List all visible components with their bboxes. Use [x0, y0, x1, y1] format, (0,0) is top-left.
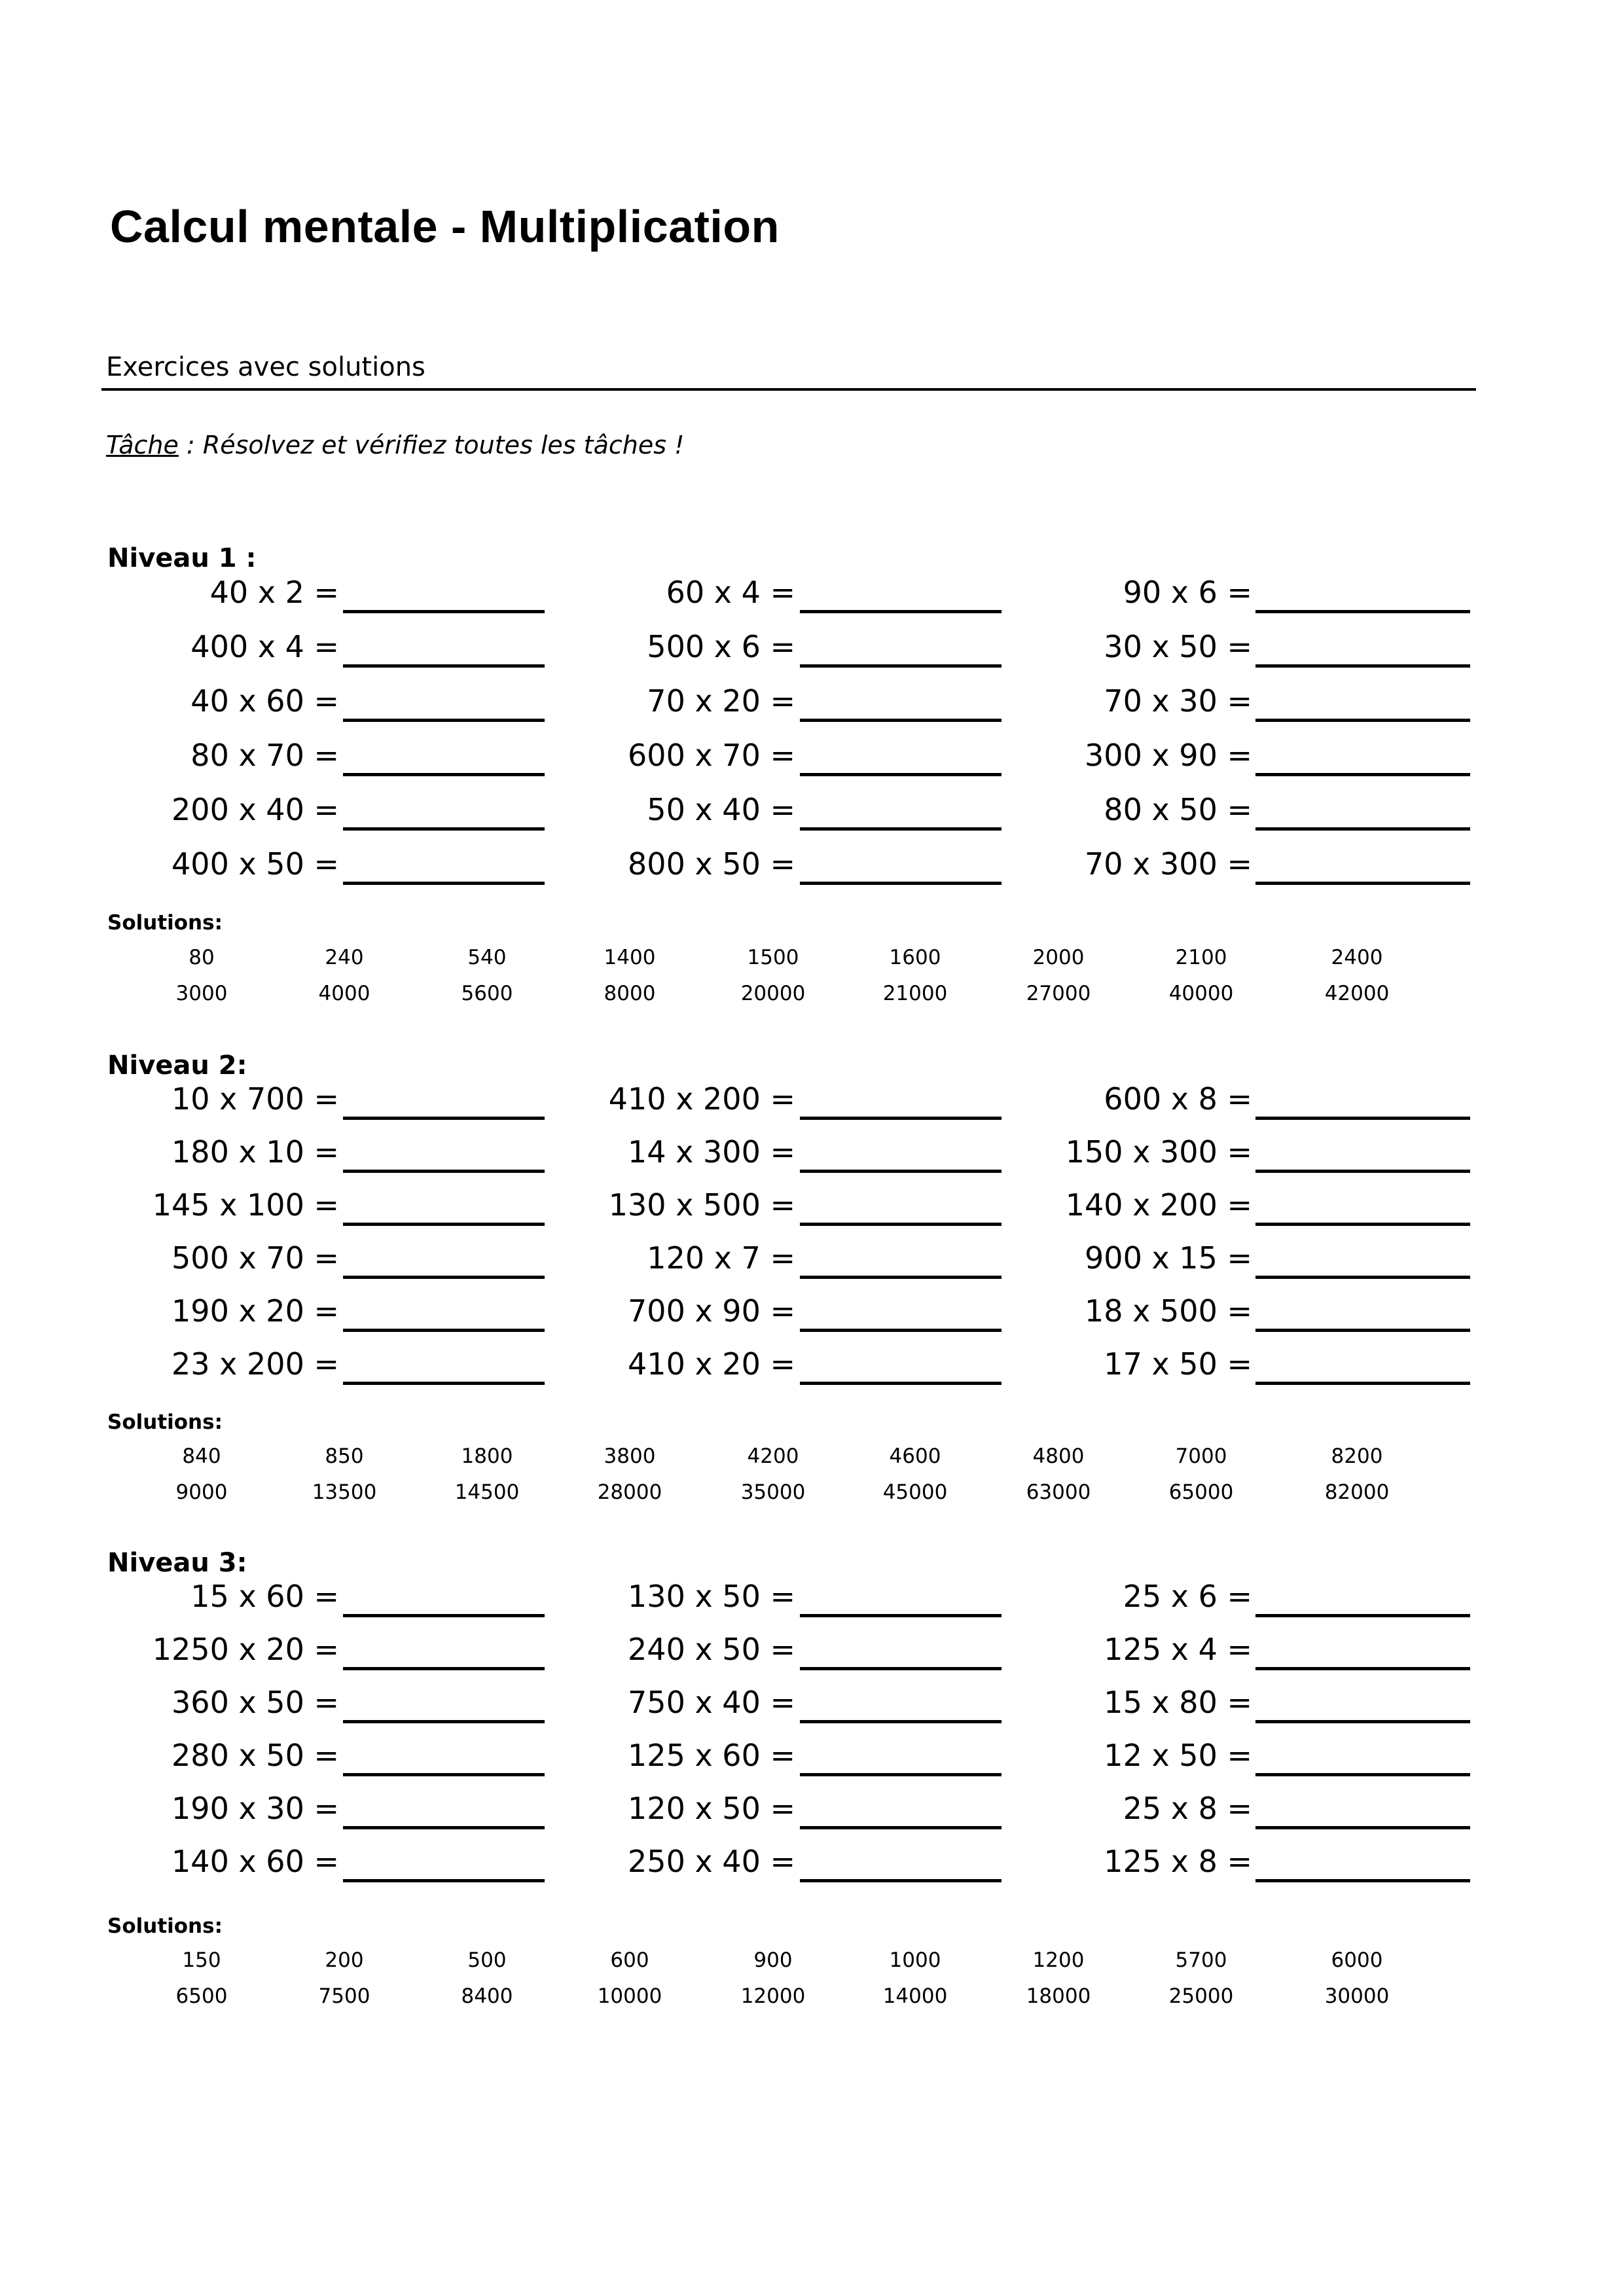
solution-value: 25000	[1168, 1984, 1234, 2008]
problem	[0, 629, 339, 668]
solution-value: 840	[182, 1444, 221, 1468]
answer-blank[interactable]	[1255, 1276, 1470, 1279]
solution-value: 14000	[882, 1984, 948, 2008]
problem	[912, 1293, 1252, 1333]
problem	[0, 1293, 339, 1333]
problem	[0, 1632, 339, 1671]
problem-expression: 125 x 60 =	[628, 1738, 795, 1773]
page-title: Calcul mentale - Multiplication	[110, 201, 780, 252]
task-text: : Résolvez et vérifiez toutes les tâches !	[178, 431, 685, 459]
problem-expression: 250 x 40 =	[628, 1844, 795, 1879]
problem	[455, 1844, 795, 1883]
answer-blank[interactable]	[1255, 1667, 1470, 1670]
solution-value: 1800	[461, 1444, 513, 1468]
problem-expression: 410 x 20 =	[628, 1346, 795, 1382]
problem	[912, 1685, 1252, 1724]
problem-expression: 17 x 50 =	[1104, 1346, 1252, 1382]
solution-value: 27000	[1026, 982, 1091, 1005]
problem-expression: 15 x 80 =	[1104, 1685, 1252, 1720]
problem	[455, 1293, 795, 1333]
problem-expression: 30 x 50 =	[1104, 629, 1252, 664]
problem	[912, 1187, 1252, 1227]
problem-expression: 125 x 4 =	[1104, 1632, 1252, 1667]
solution-value: 1500	[747, 946, 799, 969]
answer-blank[interactable]	[1255, 664, 1470, 668]
problem-expression: 25 x 8 =	[1123, 1791, 1252, 1826]
problem	[0, 792, 339, 831]
answer-blank[interactable]	[1255, 827, 1470, 831]
solution-value: 9000	[175, 1480, 228, 1504]
problem-expression: 600 x 8 =	[1104, 1081, 1252, 1117]
problem	[0, 1081, 339, 1121]
answer-blank[interactable]	[1255, 1614, 1470, 1617]
solution-value: 500	[467, 1948, 507, 1972]
solution-value: 1000	[889, 1948, 941, 1972]
task-label: Tâche	[106, 431, 179, 459]
solution-value: 5700	[1175, 1948, 1227, 1972]
solution-value: 30000	[1324, 1984, 1390, 2008]
problem	[455, 1081, 795, 1121]
problem	[912, 629, 1252, 668]
problem-expression: 140 x 200 =	[1065, 1187, 1252, 1223]
level-3-title: Niveau 3:	[107, 1548, 247, 1578]
answer-blank[interactable]	[1255, 1382, 1470, 1385]
problem	[0, 1844, 339, 1883]
solution-value: 1200	[1032, 1948, 1085, 1972]
problem	[912, 1134, 1252, 1174]
problem	[0, 846, 339, 886]
problem-expression: 60 x 4 =	[666, 575, 795, 610]
page-subtitle: Exercices avec solutions	[106, 352, 425, 382]
solutions-title: Solutions:	[107, 911, 223, 935]
problem	[0, 575, 339, 614]
problem	[455, 1738, 795, 1777]
solution-value: 80	[189, 946, 215, 969]
problem-expression: 23 x 200 =	[171, 1346, 339, 1382]
solution-value: 3800	[604, 1444, 656, 1468]
solution-value: 8200	[1331, 1444, 1383, 1468]
answer-blank[interactable]	[1255, 1117, 1470, 1120]
answer-blank[interactable]	[1255, 1170, 1470, 1173]
solution-value: 3000	[175, 982, 228, 1005]
solution-value: 18000	[1026, 1984, 1091, 2008]
problem-expression: 130 x 500 =	[608, 1187, 795, 1223]
solution-value: 7000	[1175, 1444, 1227, 1468]
solution-value: 65000	[1168, 1480, 1234, 1504]
answer-blank[interactable]	[1255, 773, 1470, 776]
solution-value: 28000	[597, 1480, 662, 1504]
problem	[0, 1240, 339, 1280]
problem-expression: 125 x 8 =	[1104, 1844, 1252, 1879]
solution-value: 200	[325, 1948, 364, 1972]
solution-value: 150	[182, 1948, 221, 1972]
solution-value: 45000	[882, 1480, 948, 1504]
problem-expression: 800 x 50 =	[628, 846, 795, 882]
problem-expression: 190 x 20 =	[171, 1293, 339, 1329]
answer-blank[interactable]	[1255, 1223, 1470, 1226]
problem	[912, 1738, 1252, 1777]
problem	[912, 1791, 1252, 1830]
problem-expression: 80 x 70 =	[190, 738, 339, 773]
problem	[0, 1346, 339, 1386]
problem	[0, 1187, 339, 1227]
solution-value: 540	[467, 946, 507, 969]
problem	[455, 1134, 795, 1174]
solution-value: 14500	[454, 1480, 520, 1504]
problem-expression: 180 x 10 =	[171, 1134, 339, 1170]
problem	[455, 1187, 795, 1227]
solution-value: 7500	[318, 1984, 370, 2008]
problem-expression: 400 x 4 =	[190, 629, 339, 664]
subtitle-divider	[101, 388, 1476, 391]
solution-value: 1400	[604, 946, 656, 969]
problem	[912, 846, 1252, 886]
solution-value: 13500	[312, 1480, 377, 1504]
solution-value: 900	[753, 1948, 793, 1972]
problem-expression: 140 x 60 =	[171, 1844, 339, 1879]
problem-expression: 600 x 70 =	[628, 738, 795, 773]
problem	[455, 1685, 795, 1724]
solution-value: 20000	[740, 982, 806, 1005]
solution-value: 42000	[1324, 982, 1390, 1005]
solution-value: 35000	[740, 1480, 806, 1504]
problem-expression: 14 x 300 =	[628, 1134, 795, 1170]
problem	[455, 1579, 795, 1618]
problem-expression: 40 x 60 =	[190, 683, 339, 719]
problem-expression: 18 x 500 =	[1085, 1293, 1252, 1329]
answer-blank[interactable]	[1255, 882, 1470, 885]
problem-expression: 145 x 100 =	[152, 1187, 339, 1223]
problem-expression: 90 x 6 =	[1123, 575, 1252, 610]
problem	[455, 1240, 795, 1280]
problem	[912, 1240, 1252, 1280]
solution-value: 6000	[1331, 1948, 1383, 1972]
problem	[912, 1579, 1252, 1618]
problem	[0, 1685, 339, 1724]
problem	[0, 1579, 339, 1618]
problem-expression: 150 x 300 =	[1065, 1134, 1252, 1170]
solution-value: 2000	[1032, 946, 1085, 969]
solution-value: 6500	[175, 1984, 228, 2008]
problem-expression: 750 x 40 =	[628, 1685, 795, 1720]
problem	[912, 1081, 1252, 1121]
problem	[912, 575, 1252, 614]
problem-expression: 80 x 50 =	[1104, 792, 1252, 827]
problem-expression: 40 x 2 =	[209, 575, 339, 610]
problem-expression: 500 x 70 =	[171, 1240, 339, 1276]
problem	[912, 1632, 1252, 1671]
problem-expression: 15 x 60 =	[190, 1579, 339, 1614]
problem-expression: 400 x 50 =	[171, 846, 339, 882]
solution-value: 4200	[747, 1444, 799, 1468]
problem	[0, 738, 339, 777]
problem-expression: 240 x 50 =	[628, 1632, 795, 1667]
solution-value: 4600	[889, 1444, 941, 1468]
problem-expression: 700 x 90 =	[628, 1293, 795, 1329]
solutions-title: Solutions:	[107, 1410, 223, 1434]
problem	[912, 1346, 1252, 1386]
problem-expression: 900 x 15 =	[1085, 1240, 1252, 1276]
level-1-title: Niveau 1 :	[107, 543, 257, 573]
problem	[0, 1791, 339, 1830]
problem-expression: 500 x 6 =	[647, 629, 795, 664]
problem-expression: 130 x 50 =	[628, 1579, 795, 1614]
problem-expression: 410 x 200 =	[608, 1081, 795, 1117]
problem	[0, 1134, 339, 1174]
problem-expression: 280 x 50 =	[171, 1738, 339, 1773]
solution-value: 2100	[1175, 946, 1227, 969]
solutions-title: Solutions:	[107, 1914, 223, 1938]
problem	[455, 629, 795, 668]
problem-expression: 360 x 50 =	[171, 1685, 339, 1720]
problem-expression: 120 x 50 =	[628, 1791, 795, 1826]
problem-expression: 10 x 700 =	[171, 1081, 339, 1117]
solution-value: 82000	[1324, 1480, 1390, 1504]
solution-value: 2400	[1331, 946, 1383, 969]
problem-expression: 300 x 90 =	[1085, 738, 1252, 773]
problem	[455, 683, 795, 723]
problem	[0, 1738, 339, 1777]
problem	[912, 1844, 1252, 1883]
problem-expression: 70 x 300 =	[1085, 846, 1252, 882]
problem	[912, 792, 1252, 831]
problem	[455, 1632, 795, 1671]
problem	[455, 792, 795, 831]
answer-blank[interactable]	[1255, 1329, 1470, 1332]
problem	[455, 1346, 795, 1386]
solution-value: 63000	[1026, 1480, 1091, 1504]
solution-value: 10000	[597, 1984, 662, 2008]
problem	[455, 1791, 795, 1830]
problem-expression: 200 x 40 =	[171, 792, 339, 827]
problem	[0, 683, 339, 723]
solution-value: 240	[325, 946, 364, 969]
problem	[912, 683, 1252, 723]
problem-expression: 70 x 20 =	[647, 683, 795, 719]
problem-expression: 1250 x 20 =	[152, 1632, 339, 1667]
answer-blank[interactable]	[1255, 1773, 1470, 1776]
solution-value: 4800	[1032, 1444, 1085, 1468]
problem	[455, 575, 795, 614]
problem	[455, 738, 795, 777]
problem-expression: 50 x 40 =	[647, 792, 795, 827]
solution-value: 4000	[318, 982, 370, 1005]
problem	[912, 738, 1252, 777]
answer-blank[interactable]	[1255, 1720, 1470, 1723]
solution-value: 8400	[461, 1984, 513, 2008]
problem-expression: 12 x 50 =	[1104, 1738, 1252, 1773]
answer-blank[interactable]	[1255, 610, 1470, 613]
solution-value: 850	[325, 1444, 364, 1468]
solution-value: 600	[610, 1948, 649, 1972]
solution-value: 1600	[889, 946, 941, 969]
solution-value: 5600	[461, 982, 513, 1005]
problem	[455, 846, 795, 886]
level-2-title: Niveau 2:	[107, 1050, 247, 1081]
solution-value: 12000	[740, 1984, 806, 2008]
problem-expression: 25 x 6 =	[1123, 1579, 1252, 1614]
solution-value: 40000	[1168, 982, 1234, 1005]
solution-value: 21000	[882, 982, 948, 1005]
answer-blank[interactable]	[1255, 719, 1470, 722]
problem-expression: 120 x 7 =	[647, 1240, 795, 1276]
task-instruction	[106, 431, 684, 459]
answer-blank[interactable]	[1255, 1879, 1470, 1882]
solution-value: 8000	[604, 982, 656, 1005]
problem-expression: 190 x 30 =	[171, 1791, 339, 1826]
answer-blank[interactable]	[1255, 1826, 1470, 1829]
problem-expression: 70 x 30 =	[1104, 683, 1252, 719]
